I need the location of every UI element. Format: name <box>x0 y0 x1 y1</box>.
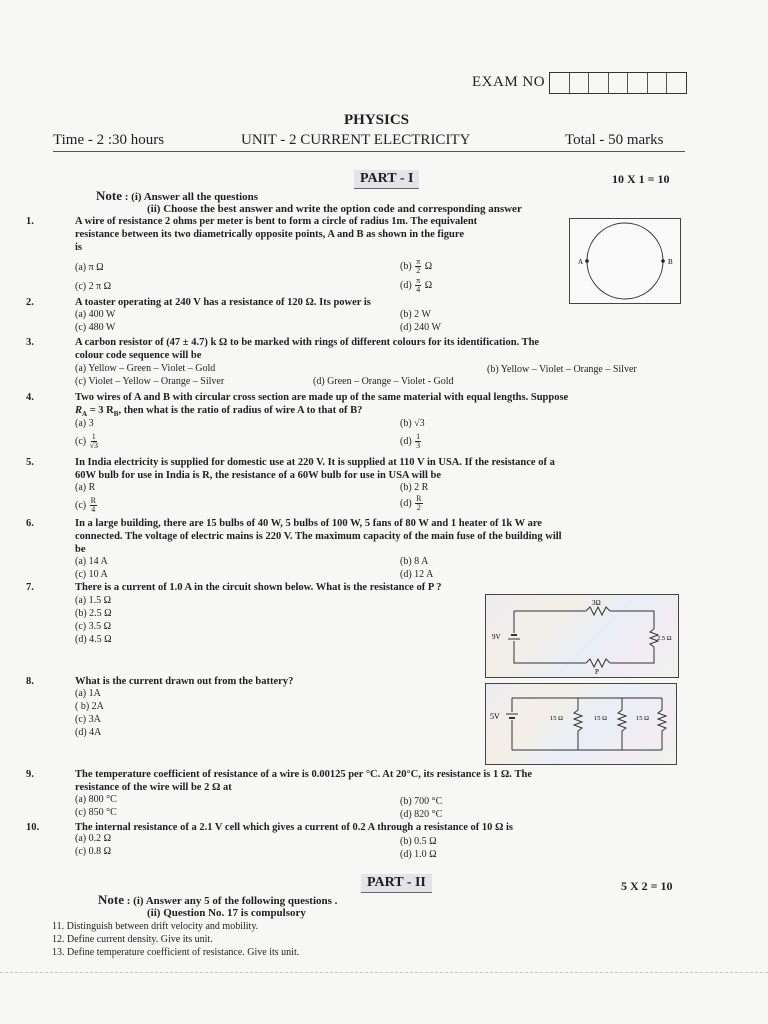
option-b: (b) Yellow – Violet – Orange – Silver <box>487 364 637 375</box>
note-line-1: : (i) Answer any 5 of the following questions . <box>126 895 338 907</box>
question-number: 1. <box>26 216 34 227</box>
note-line-2: (ii) Question No. 17 is compulsory <box>147 907 306 919</box>
option-b: (b) 2 R <box>400 482 429 493</box>
circle-diagram <box>570 219 680 303</box>
question-line: is <box>75 242 83 253</box>
part2-heading: PART - II <box>361 874 432 893</box>
option-d: (d) Green – Orange – Violet - Gold <box>313 376 454 387</box>
resistor-1-label: 15 Ω <box>550 715 563 722</box>
option-b: ( b) 2A <box>75 701 104 712</box>
part2-marks: 5 X 2 = 10 <box>621 879 673 893</box>
question-line: A wire of resistance 2 ohms per meter is bent to form a circle of radius 1m. The equivalent <box>75 216 478 227</box>
battery-5v-label: 5V <box>490 712 500 721</box>
question-line: Two wires of A and B with circular cross section are made up of the same material with equal lengths. Suppose <box>75 392 569 403</box>
question-8-text: What is the current drawn out from the battery? <box>75 676 294 687</box>
question-line: be <box>75 544 86 555</box>
fraction: $\frac{1}{√3}$ <box>89 432 98 450</box>
question-line: In a large building, there are 15 bulbs of 40 W, 5 bulbs of 100 W, 5 fans of 80 W and 1 heater of 1k W are <box>75 518 542 529</box>
option-d: (d) 4A <box>75 727 102 738</box>
unit-title: UNIT - 2 CURRENT ELECTRICITY <box>241 132 471 148</box>
option-b: (b) 8 A <box>400 556 429 567</box>
option-d: (d) 4.5 Ω <box>75 634 112 645</box>
note-label: Note <box>98 892 124 907</box>
resistor-p-label: P <box>595 668 599 676</box>
question-3-text <box>75 336 539 362</box>
question-number: 5. <box>26 457 34 468</box>
question-line: 60W bulb for use in India is R, the resistance of a 60W bulb for use in USA will be <box>75 470 442 481</box>
part1-note <box>96 188 258 204</box>
question-number: 8. <box>26 676 34 687</box>
note-line-1: : (i) Answer all the questions <box>124 191 259 203</box>
option-d: (d) $\frac{1}{3}$ <box>400 432 421 450</box>
page-bottom-rule <box>0 972 768 973</box>
option-d: (d) 12 A <box>400 569 434 580</box>
option-a: (a) 1.5 Ω <box>75 595 112 606</box>
question-number: 7. <box>26 582 34 593</box>
option-b: (b) 2.5 Ω <box>75 608 112 619</box>
option-a: (a) 1A <box>75 688 101 699</box>
option-c: (c) 480 W <box>75 322 116 333</box>
option-a: (a) R <box>75 482 96 493</box>
option-c: (c) Violet – Yellow – Orange – Silver <box>75 376 225 387</box>
fraction: $\frac{\pi}{4}$ <box>416 276 421 294</box>
option-a: (a) 800 °C <box>75 794 117 805</box>
option-a: (a) 400 W <box>75 309 116 320</box>
option-c: (c) 850 °C <box>75 807 117 818</box>
question-9-text <box>75 768 532 794</box>
resistor-2-5ohm-label: 2.5 Ω <box>657 635 672 642</box>
question-4-text <box>75 391 568 421</box>
resistor-3ohm-label: 3Ω <box>592 599 601 607</box>
exam-no-boxes <box>549 72 687 94</box>
question-line: colour code sequence will be <box>75 350 202 361</box>
option-c: (c) 3A <box>75 714 101 725</box>
question-line: $R_A = 3$ $R_B$, then what is the ratio of radius of wire A to that of B? <box>75 405 363 419</box>
option-c: (c) $\frac{1}{√3}$ <box>75 432 98 450</box>
part2-question: 13. Define temperature coefficient of resistance. Give its unit. <box>52 947 300 958</box>
part2-question: 11. Distinguish between drift velocity and mobility. <box>52 921 259 932</box>
subject-title: PHYSICS <box>344 112 410 128</box>
exam-no-label: EXAM NO <box>472 74 546 90</box>
circuit-diagram-q8 <box>486 684 676 764</box>
question-line: connected. The voltage of electric mains is 220 V. The maximum capacity of the main fuse of the building will <box>75 531 562 542</box>
part2-question: 12. Define current density. Give its unit. <box>52 934 213 945</box>
fraction: $\frac{\pi}{2}$ <box>416 257 421 275</box>
option-a: (a) π Ω <box>75 262 104 273</box>
total-marks: Total - 50 marks <box>565 132 664 148</box>
battery-9v-label: 9V <box>492 633 501 641</box>
question-5-text <box>75 456 555 482</box>
option-c: (c) 2 π Ω <box>75 281 112 292</box>
resistor-3-label: 15 Ω <box>636 715 649 722</box>
question-number: 2. <box>26 297 34 308</box>
question-1 <box>26 215 34 228</box>
question-number: 9. <box>26 769 34 780</box>
header-divider <box>53 151 685 152</box>
part1-heading: PART - I <box>354 170 419 189</box>
question-line: The temperature coefficient of resistance of a wire is 0.00125 per °C. At 20°C, its resistance is 1 Ω. The <box>75 769 533 780</box>
question-line: resistance of the wire will be 2 Ω at <box>75 782 232 793</box>
option-b: (b) 2 W <box>400 309 431 320</box>
option-a: (a) Yellow – Green – Violet – Gold <box>75 363 216 374</box>
circle-figure <box>569 218 681 304</box>
question-line: In India electricity is supplied for domestic use at 220 V. It is supplied at 110 V in USA. If the resistance of a <box>75 457 555 468</box>
option-c: (c) 10 A <box>75 569 108 580</box>
note-label: Note <box>96 188 122 203</box>
option-b: (b) 0.5 Ω <box>400 836 437 847</box>
question-10-text: The internal resistance of a 2.1 V cell which gives a current of 0.2 A through a resistance of 10 Ω is <box>75 822 514 833</box>
question-number: 6. <box>26 518 34 529</box>
question-line: A carbon resistor of (47 ± 4.7) k Ω to be marked with rings of different colours for its identification. The <box>75 337 540 348</box>
question-6-text <box>75 517 562 556</box>
option-b: (b) $\frac{\pi}{2}$ Ω <box>400 257 433 275</box>
option-c: (c) $\frac{R}{4}$ <box>75 496 96 514</box>
note-line-2: (ii) Choose the best answer and write the option code and corresponding answer <box>147 203 522 215</box>
option-d: (d) 240 W <box>400 322 441 333</box>
question-1-text <box>75 215 477 254</box>
point-a-label: A <box>578 258 584 266</box>
fraction: $\frac{1}{3}$ <box>416 432 421 450</box>
question-number: 4. <box>26 392 34 403</box>
resistor-2-label: 15 Ω <box>594 715 607 722</box>
question-line: resistance between its two diametrically opposite points, A and B as shown in the figure <box>75 229 465 240</box>
exam-time: Time - 2 :30 hours <box>53 132 165 148</box>
question-number: 10. <box>26 822 40 833</box>
part1-marks: 10 X 1 = 10 <box>612 172 670 186</box>
option-b: (b) 700 °C <box>400 796 443 807</box>
option-a: (a) 14 A <box>75 556 108 567</box>
option-d: (d) $\frac{R}{2}$ <box>400 494 422 512</box>
option-b: (b) √3 <box>400 418 425 429</box>
part2-note <box>98 892 337 908</box>
option-a: (a) 0.2 Ω <box>75 833 112 844</box>
circuit-figure-q8 <box>485 683 677 765</box>
fraction: $\frac{R}{2}$ <box>416 494 422 512</box>
question-2-text: A toaster operating at 240 V has a resistance of 120 Ω. Its power is <box>75 297 371 308</box>
option-c: (c) 3.5 Ω <box>75 621 112 632</box>
point-b-label: B <box>668 258 673 266</box>
question-7-text: There is a current of 1.0 A in the circuit shown below. What is the resistance of P ? <box>75 582 442 593</box>
option-d: (d) 1.0 Ω <box>400 849 437 860</box>
option-c: (c) 0.8 Ω <box>75 846 112 857</box>
circuit-diagram-q7 <box>486 595 678 677</box>
question-number: 3. <box>26 337 34 348</box>
option-d: (d) $\frac{\pi}{4}$ Ω <box>400 276 433 294</box>
circuit-figure-q7 <box>485 594 679 678</box>
option-a: (a) 3 <box>75 418 94 429</box>
option-d: (d) 820 °C <box>400 809 443 820</box>
fraction: $\frac{R}{4}$ <box>90 496 96 514</box>
